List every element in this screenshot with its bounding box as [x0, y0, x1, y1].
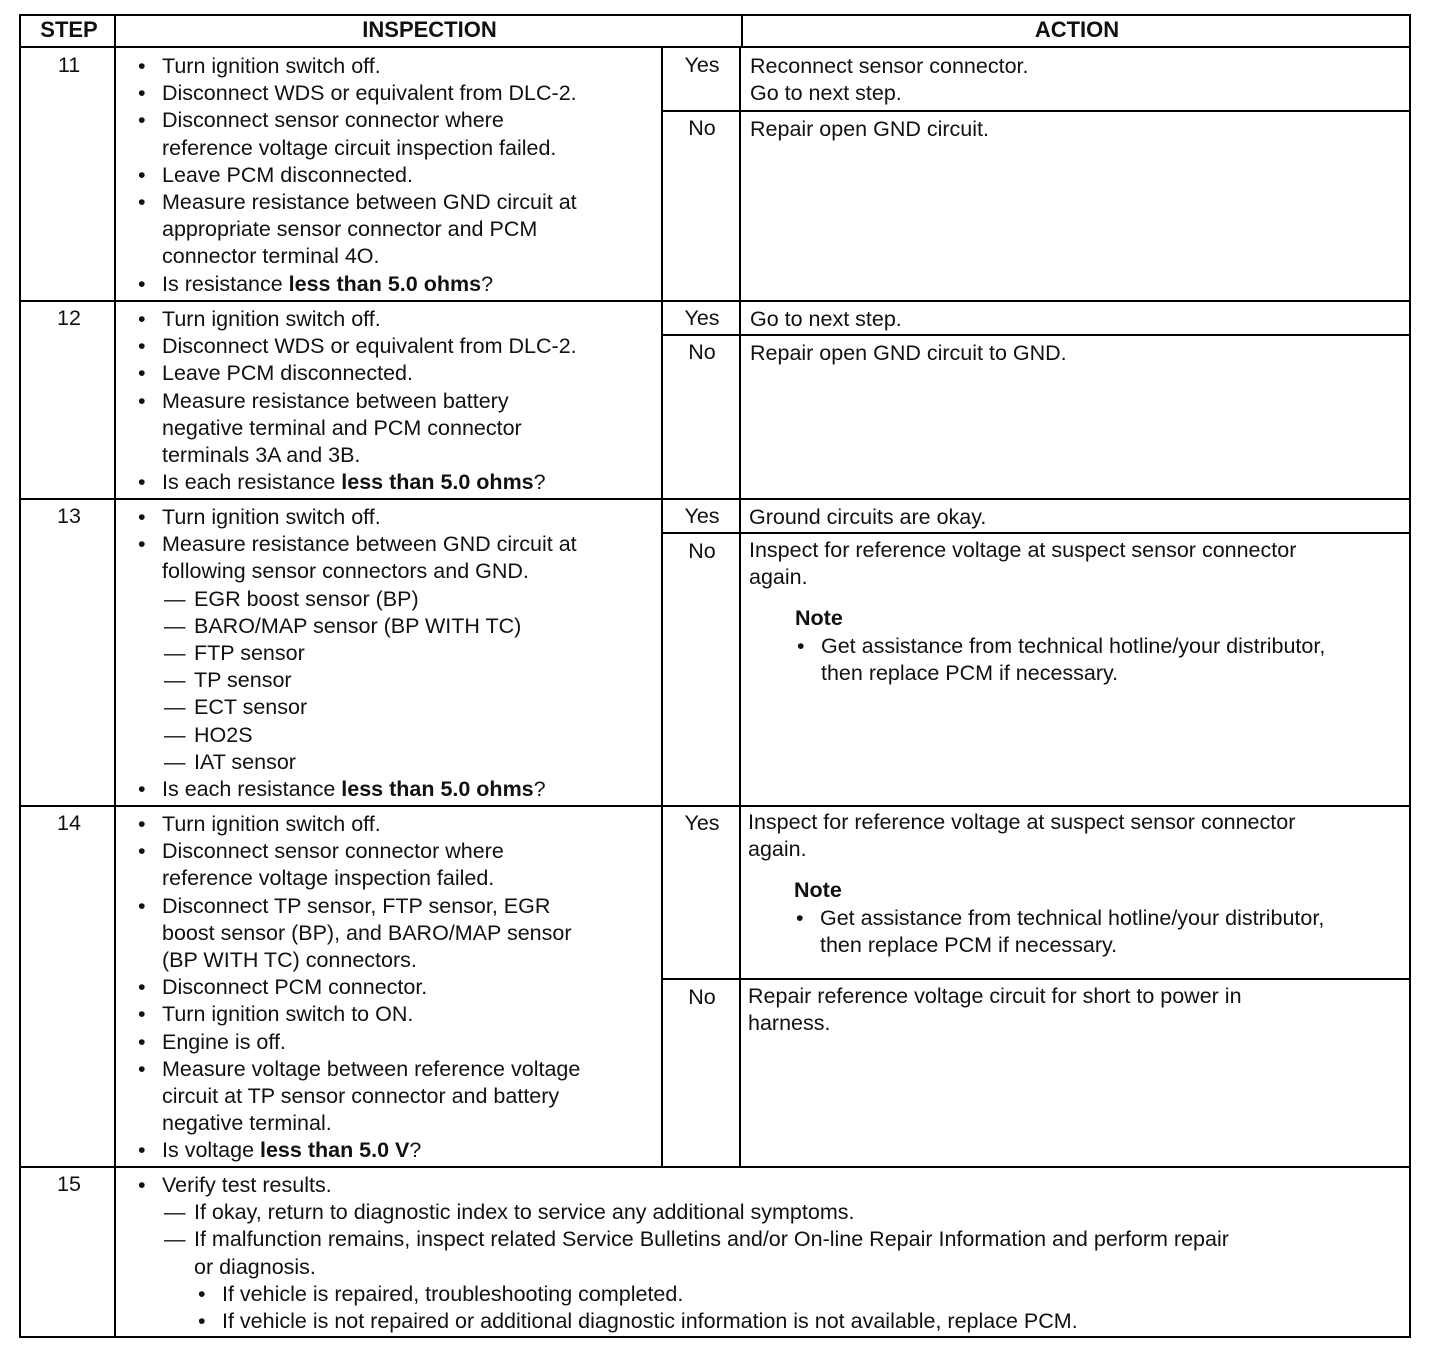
row-divider: [19, 805, 1411, 807]
yes-no-divider: [661, 110, 1411, 112]
yes-label: Yes: [684, 306, 720, 330]
step-number: 15: [57, 1172, 81, 1196]
step-12-yes-action: Go to next step.: [750, 307, 902, 331]
row-divider: [19, 498, 1411, 500]
no-label: No: [688, 539, 716, 563]
yes-no-divider: [661, 978, 1411, 980]
step-13-yes-action: Ground circuits are okay.: [749, 505, 987, 529]
step-12-no-action: Repair open GND circuit to GND.: [750, 341, 1067, 365]
header-action: ACTION: [1034, 17, 1120, 42]
no-label: No: [688, 985, 716, 1009]
row-divider: [19, 1166, 1411, 1168]
step-14-no-action: Repair reference voltage circuit for short to power in harness.: [748, 984, 1242, 1036]
step-11-no-action: Repair open GND circuit.: [750, 117, 989, 141]
yes-label: Yes: [684, 53, 720, 77]
step-11-yes-action: Reconnect sensor connector. Go to next step.: [750, 54, 1029, 106]
step-number: 11: [57, 53, 81, 77]
yes-no-divider: [661, 532, 1411, 534]
step-column-divider: [114, 14, 116, 1338]
step-15-inspection: • Verify test results. — If okay, return to diagnostic index to service any additional symptoms. — If malfunction remains, inspect related Service Bulletins and/or On-line Repair Information and perform repair or diagnosis. • If vehicle is repaired, troubleshooting completed. • If vehicle is not repaired or additional diagnostic information is not available, replace PCM.: [134, 1172, 1229, 1335]
step-number: 14: [57, 811, 81, 835]
note-list: • Get assistance from technical hotline/your distributor, then replace PCM if necessary.: [792, 905, 1324, 959]
step-number: 13: [57, 504, 81, 528]
no-label: No: [688, 116, 716, 140]
note-heading: Note: [795, 606, 843, 631]
step-14-yes-action: Inspect for reference voltage at suspect sensor connector again. Note • Get assistance from technical hotline/your distributor, then replace PCM if necessary.: [748, 809, 1324, 959]
yes-no-divider: [661, 334, 1411, 336]
note-list: • Get assistance from technical hotline/your distributor, then replace PCM if necessary.: [793, 633, 1325, 687]
step-12-inspection: • Turn ignition switch off. • Disconnect WDS or equivalent from DLC-2. • Leave PCM disconnected. • Measure resistance between battery negative terminal and PCM connector terminals 3A and 3B. • Is each resistance less than 5.0 ohms?: [134, 306, 577, 496]
step-14-inspection: • Turn ignition switch off. • Disconnect sensor connector where reference voltage inspection failed. • Disconnect TP sensor, FTP sensor, EGR boost sensor (BP), and BARO/MAP sensor (BP WITH TC) connectors. • Disconnect PCM connector. • Turn ignition switch to ON. • Engine is off. • Measure voltage between reference voltage circuit at TP sensor connector and battery negative terminal. • Is voltage less than 5.0 V?: [134, 811, 580, 1165]
header-step: STEP: [40, 17, 98, 42]
header-inspection: INSPECTION: [362, 17, 497, 42]
yes-label: Yes: [684, 811, 720, 835]
step-11-inspection: • Turn ignition switch off. • Disconnect WDS or equivalent from DLC-2. • Disconnect sensor connector where reference voltage circuit inspection failed. • Leave PCM disconnected. • Measure resistance between GND circuit at appropriate sensor connector and PCM connector terminal 4O. • Is resistance less than 5.0 ohms?: [134, 53, 577, 298]
no-label: No: [688, 340, 716, 364]
step-13-inspection: • Turn ignition switch off. • Measure resistance between GND circuit at following sensor connectors and GND. — EGR boost sensor (BP) — BARO/MAP sensor (BP WITH TC) — FTP sensor — TP sensor — ECT sensor — HO2S — IAT sensor • Is each resistance less than 5.0 ohms?: [134, 504, 577, 803]
step-13-no-action: Inspect for reference voltage at suspect sensor connector again. Note • Get assistance from technical hotline/your distributor, then replace PCM if necessary.: [749, 537, 1325, 687]
row-divider: [19, 300, 1411, 302]
note-heading: Note: [794, 878, 842, 903]
yes-label: Yes: [684, 504, 720, 528]
header-divider: [19, 46, 1411, 48]
step-number: 12: [57, 306, 81, 330]
